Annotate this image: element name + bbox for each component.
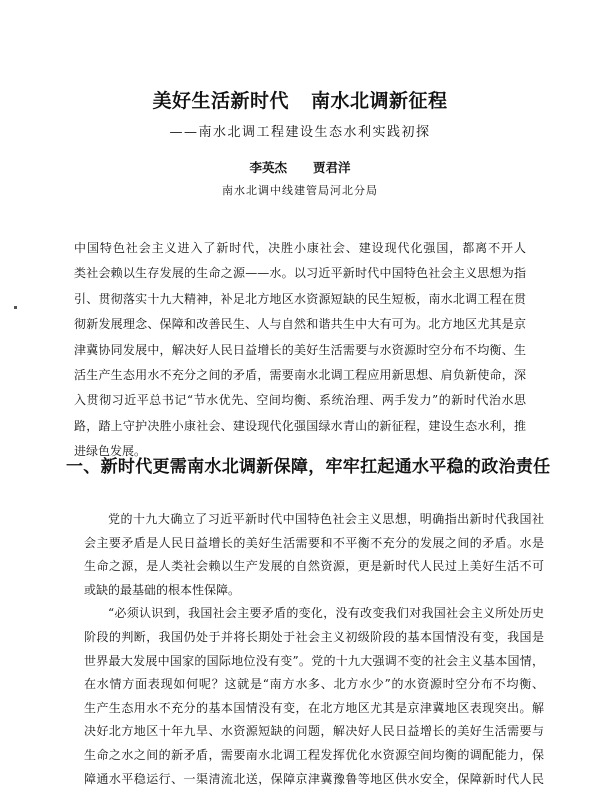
body-line: 世界最大发展中国家的国际地位没有变”。党的十九大强调不变的社会主义基本国情， <box>84 653 544 668</box>
abstract-line: 类社会赖以生存发展的生命之源——水。以习近平新时代中国特色社会主义思想为指 <box>74 266 526 281</box>
author-list <box>0 158 600 176</box>
title-second: 南水北调新征程 <box>311 90 448 112</box>
section-heading: 一、新时代更需南水北调新保障，牢牢扛起通水平稳的政治责任 <box>66 457 551 477</box>
abstract-line: 津冀协同发展中，解决好人民日益增长的美好生活需要与水资源时空分布不均衡、生 <box>74 342 526 357</box>
paper-title <box>0 86 600 113</box>
body-line: 在水情方面表现如何呢？这就是“南方水多、北方水少”的水资源时空分布不均衡、 <box>84 677 544 692</box>
abstract-line: 进绿色发展。 <box>74 444 147 459</box>
body-line: 党的十九大确立了习近平新时代中国特色社会主义思想，明确指出新时代我国社 <box>108 512 544 526</box>
body-line: “必须认识到，我国社会主要矛盾的变化，没有改变我们对我国社会主义所处历史 <box>108 606 544 621</box>
body-line: 生命之源，是人类社会赖以生产发展的自然资源，更是新时代人民过上美好生活不可 <box>84 559 544 574</box>
body-text <box>84 508 544 791</box>
abstract-line: 引、贯彻落实十九大精神，补足北方地区水资源短缺的民生短板，南水北调工程在贯 <box>74 291 526 306</box>
abstract-line: 中国特色社会主义进入了新时代，决胜小康社会、建设现代化强国，都离不开人 <box>74 241 526 255</box>
abstract-line: 彻新发展理念、保障和改善民生、人与自然和谐共生中大有可为。北方地区尤其是京 <box>74 317 526 332</box>
paper-subtitle: ——南水北调工程建设生态水利实践初探 <box>169 125 431 140</box>
title-main: 美好生活新时代 <box>152 90 289 112</box>
abstract-paragraph <box>74 236 526 465</box>
abstract-line: 活生产生态用水不充分之间的矛盾，需要南水北调工程应用新思想、肩负新使命，深 <box>74 368 526 383</box>
body-line: 生命之水之间的新矛盾，需要南水北调工程发挥优化水资源空间均衡的调配能力，保 <box>84 747 544 762</box>
margin-mark <box>14 306 17 309</box>
body-line: 生产生态用水不充分的基本国情没有变，在北方地区尤其是京津冀地区表现突出。解 <box>84 700 544 715</box>
author-name: 李英杰 <box>249 160 287 175</box>
body-line: 障通水平稳运行、一渠清流北送，保障京津冀豫鲁等地区供水安全，保障新时代人民 <box>84 771 544 786</box>
author-affiliation: 南水北调中线建管局河北分局 <box>222 184 378 197</box>
body-line: 阶段的判断，我国仍处于并将长期处于社会主义初级阶段的基本国情没有变，我国是 <box>84 629 544 644</box>
author-name: 贾君洋 <box>313 160 351 175</box>
body-line: 决好北方地区十年九旱、水资源短缺的问题，解决好人民日益增长的美好生活需要与 <box>84 724 544 739</box>
abstract-line: 入贯彻习近平总书记“节水优先、空间均衡、系统治理、两手发力”的新时代治水思 <box>74 393 526 408</box>
body-line: 或缺的最基础的根本性保障。 <box>84 582 241 597</box>
body-line: 会主要矛盾是人民日益增长的美好生活需要和不平衡不充分的发展之间的矛盾。水是 <box>84 535 544 550</box>
abstract-line: 路，踏上守护决胜小康社会、建设现代化强国绿水青山的新征程，建设生态水利，推 <box>74 418 526 433</box>
